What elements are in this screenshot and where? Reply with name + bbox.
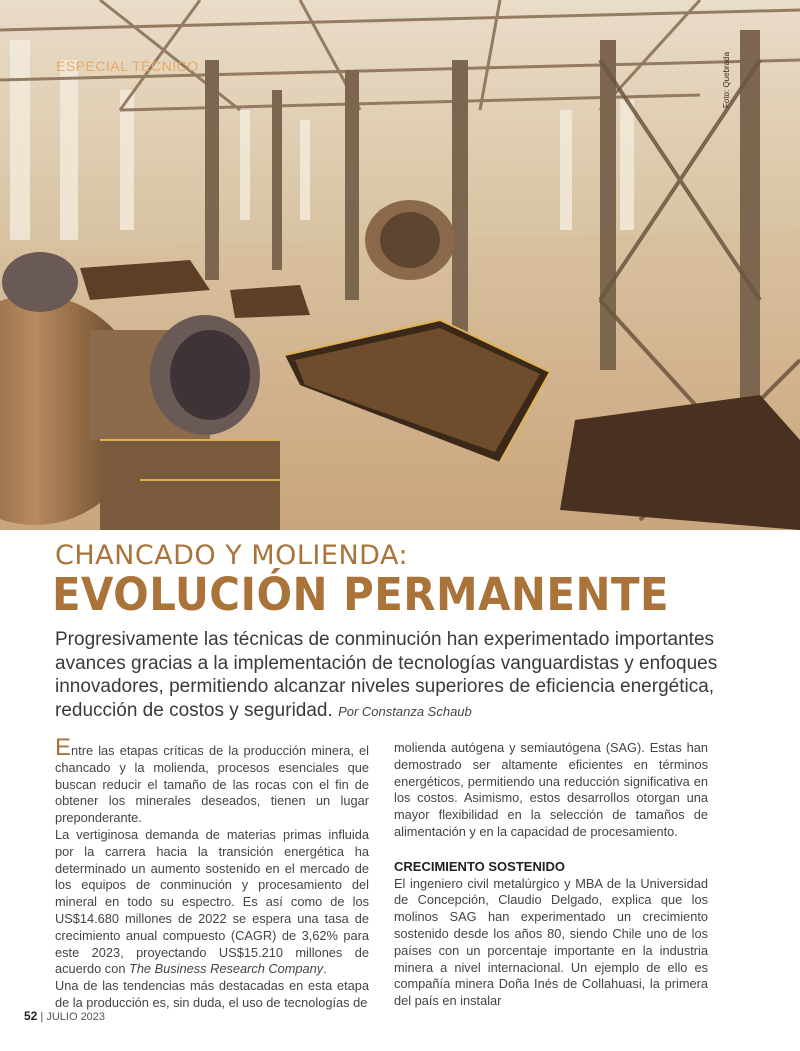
- paragraph: La vertiginosa demanda de materias primas influida por la carrera hacia la transición energética ha determinado un aumento sostenido en el mercado de los equipos de conminución y procesamiento del mineral en todo su espectro. Es así como de los US$14.680 millones de 2022 se espera una tasa de crecimiento anual compuesto (CAGR) de 3,62% para este 2023, proyectando US$15.210 millones de acuerdo con The Business Research Company.: [55, 826, 369, 977]
- paragraph: El ingeniero civil metalúrgico y MBA de la Universidad de Concepción, Claudio Delgado, explica que los molinos SAG han experimentado un crecimiento sostenido desde los años 80, siendo Chile uno de los países con un porcentaje importante en la industria minera a nivel internacional. Un ejemplo de ello es compañía minera Doña Inés de Collahuasi, la primera del país en instalar: [394, 875, 708, 1009]
- page-number: 52: [24, 1009, 38, 1023]
- paragraph: Entre las etapas críticas de la producción minera, el chancado y la molienda, procesos esenciales que buscan reducir el tamaño de las rocas con el fin de obtener los minerales deseados, tienen un lugar preponderante.: [55, 734, 369, 826]
- article-lead: [55, 628, 755, 723]
- body-column-right: [394, 740, 708, 1010]
- page-footer: [24, 1009, 105, 1023]
- byline: Por Constanza Schaub: [338, 703, 472, 719]
- subheading: CRECIMIENTO SOSTENIDO: [394, 858, 565, 874]
- article-kicker: CHANCADO Y MOLIENDA:: [55, 540, 409, 571]
- section-tag: ESPECIAL TÉCNICO: [56, 58, 199, 74]
- issue-date: | JULIO 2023: [40, 1011, 106, 1023]
- paragraph: molienda autógena y semiautógena (SAG). Estas han demostrado ser altamente eficientes en términos energéticos, permitiendo una reducción significativa en los costos. Asimismo, estos desarrollos otorgan una mayor flexibilidad en la selección de tamaños de alimentación y en la capacidad de procesamiento.: [394, 740, 708, 839]
- article-headline: EVOLUCIÓN PERMANENTE: [52, 568, 670, 621]
- photo-credit: Foto: Quebrada: [722, 51, 731, 108]
- lead-text: Progresivamente las técnicas de conminución han experimentado importantes avances gracias a la implementación de tecnologías vanguardistas y enfoques innovadores, permitiendo alcanzar niveles superiores de eficiencia energética, reducción de costos y seguridad.: [55, 629, 718, 721]
- body-column-left: [55, 734, 369, 1012]
- drop-cap: E: [55, 734, 72, 761]
- paragraph: Una de las tendencias más destacadas en esta etapa de la producción es, sin duda, el uso de tecnologías de: [55, 978, 369, 1010]
- source-name: The Business Research Company: [129, 961, 324, 977]
